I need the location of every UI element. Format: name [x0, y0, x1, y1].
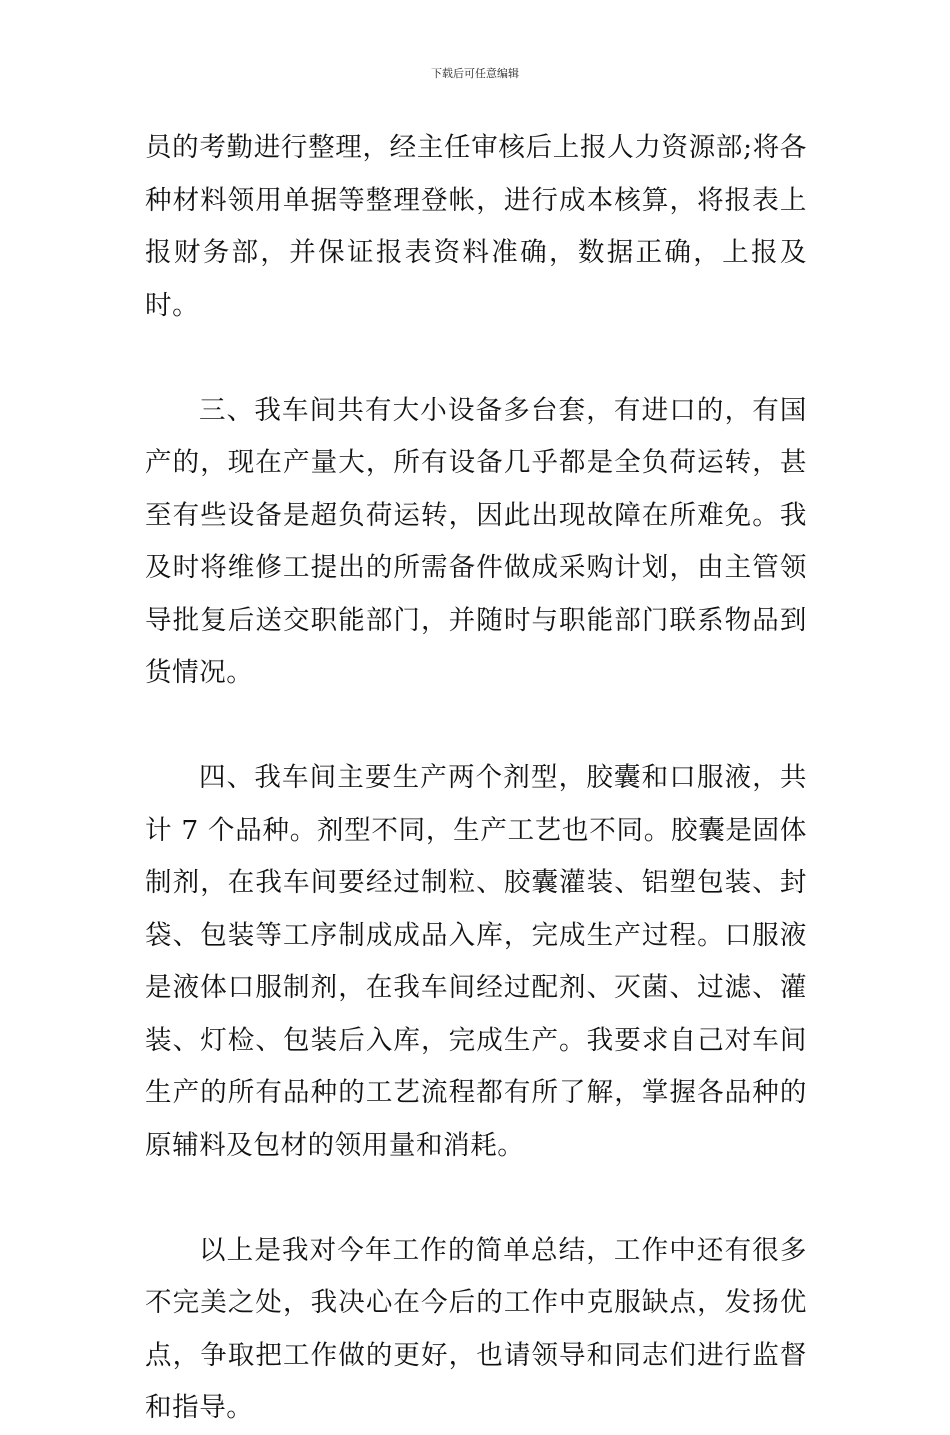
paragraph-conclusion: 以上是我对今年工作的简单总结，工作中还有很多不完美之处，我决心在今后的工作中克服缺点，发扬优点，争取把工作做的更好，也请领导和同志们进行监督和指导。 — [145, 1234, 807, 1423]
paragraph-gap — [145, 332, 807, 385]
paragraph-section-four: 四、我车间主要生产两个剂型，胶囊和口服液，共计 7 个品种。剂型不同，生产工艺也不同。胶囊是固体制剂，在我车间要经过制粒、胶囊灌装、铝塑包装、封袋、包装等工序制成成品入库，完成生产过程。口服液是液体口服制剂，在我车间经过配剂、灭菌、过滤、灌装、灯检、包装后入库，完成生产。我要求自己对车间生产的所有品种的工艺流程都有所了解，掌握各品种的原辅料及包材的领用量和消耗。 — [145, 762, 807, 1161]
paragraph-continuation: 员的考勤进行整理，经主任审核后上报人力资源部;将各种材料领用单据等整理登帐，进行成本核算，将报表上报财务部，并保证报表资料准确，数据正确，上报及时。 — [145, 132, 807, 321]
paragraph-section-three: 三、我车间共有大小设备多台套，有进口的，有国产的，现在产量大，所有设备几乎都是全负荷运转，甚至有些设备是超负荷运转，因此出现故障在所难免。我及时将维修工提出的所需备件做成采购计划，由主管领导批复后送交职能部门，并随时与职能部门联系物品到货情况。 — [145, 394, 807, 688]
page-header: 下载后可任意编辑 — [431, 67, 519, 80]
document-body — [145, 122, 807, 1435]
paragraph-gap — [145, 700, 807, 753]
paragraph-gap — [145, 1172, 807, 1225]
